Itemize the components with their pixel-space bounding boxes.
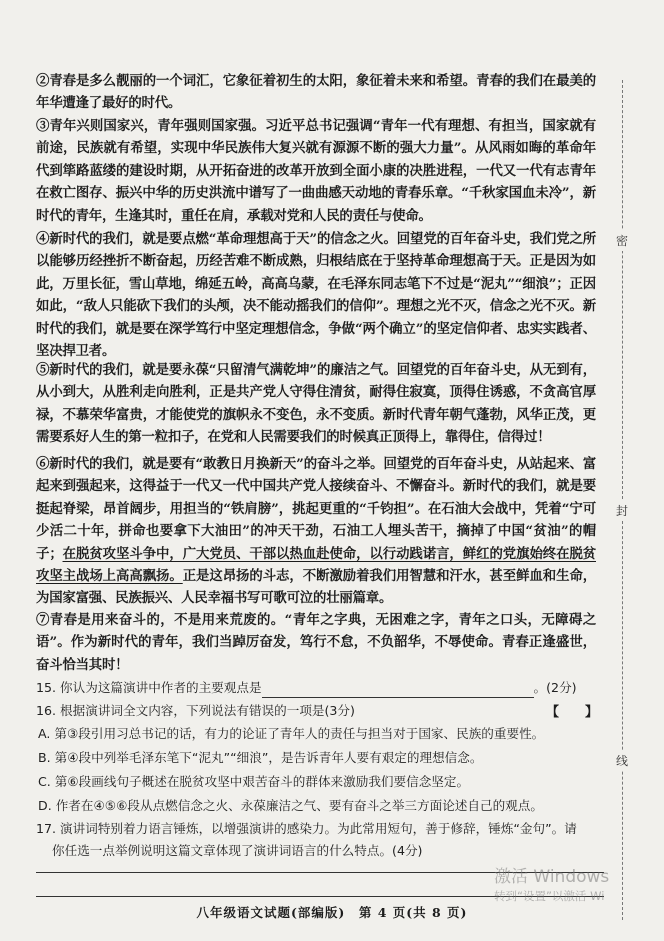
seal-mark-xian: 线 <box>616 750 628 771</box>
paragraph-3: ③青年兴则国家兴，青年强则国家强。习近平总书记强调“青年一代有理想、有担当，国家就有前途，民族就有希望，实现中华民族伟大复兴就有源源不断的强大力量”。从风雨如晦的革命年代到筚路蓝缕的建设时期，从开拓奋进的改革开放到全面小康的决胜进程，一代又一代有志青年在救亡图存、振兴中华的历史洪流中谱写了一曲曲感天动地的青春乐章。“千秋家国血未冷”，新时代的青年，生逢其时，重任在肩，承载对党和人民的责任与使命。 <box>36 118 596 224</box>
paragraph-6 <box>36 453 596 610</box>
option-a: A. 第③段引用习总书记的话，有力的论证了青年人的责任与担当对于国家、民族的重要性。 <box>38 726 545 741</box>
option-c: C. 第⑥段画线句子概述在脱贫攻坚中艰苦奋斗的群体来激励我们要信念坚定。 <box>38 774 470 789</box>
paragraph-6-part-1: ⑥新时代的我们，就是要有“敢教日月换新天”的奋斗之举。回望党的百年奋斗史，从站起来、富起来到强起来，这得益于一代又一代中国共产党人接续奋斗、不懈奋斗。新时代的我们，就是要挺起脊梁，昂首阔步，用担当的“铁肩膀”，挑起更重的“千钧担”。在石油大会战中，凭着“宁可少活二十年，拼命也要拿下大油田”的冲天干劲，石油工人埋头苦干，摘掉了中国“贫油”的帽子； <box>36 456 596 562</box>
page-footer: 八年级语文试题(部编版) 第 4 页(共 8 页) <box>196 905 468 920</box>
question-17-line-1: 17. 演讲词特别着力语言锤炼，以增强演讲的感染力。为此常用短句，善于修辞，锤炼“金句”。请 <box>36 821 577 836</box>
paragraph-6-part-2: 正是这昂扬的斗志，不断激励着我们用智慧和汗水，甚至鲜血和生命，为国家富强、民族振兴、人民幸福书写可歌可泣的壮丽篇章。 <box>36 568 596 607</box>
activation-watermark-subtitle: 转到“设置”以激活 Wi <box>494 889 605 903</box>
paragraph-5: ⑤新时代的我们，就是要永葆“只留清气满乾坤”的廉洁之气。回望党的百年奋斗史，从无到有，从小到大，从胜利走向胜利，正是共产党人守得住清贫，耐得住寂寞，顶得住诱惑，不贪高官厚禄，不慕荣华富贵，才能使党的旗帜永不变色，永不变质。新时代青年朝气蓬勃，风华正茂，更需要系好人生的第一粒扣子，在党和人民需要我们的时候真正顶得上，靠得住，信得过！ <box>36 362 596 446</box>
paragraph-7: ⑦青春是用来奋斗的，不是用来荒废的。“青年之字典，无困难之字，青年之口头，无障碍之语”。作为新时代的青年，我们当踔厉奋发，笃行不怠，不负韶华，不辱使命。青春正逢盛世，奋斗恰当其时！ <box>36 612 596 673</box>
activation-watermark-title: 激活 Windows <box>494 867 610 887</box>
option-d: D. 作者在④⑤⑥段从点燃信念之火、永葆廉洁之气、要有奋斗之举三方面论述自己的观点。 <box>38 798 543 813</box>
paragraph-4: ④新时代的我们，就是要点燃“革命理想高于天”的信念之火。回望党的百年奋斗史，我们党之所以能够历经挫折不断奋起，历经苦难不断成熟，归根结底在于坚持革命理想高于天。正是因为如此，万里长征，雪山草地，绵延五岭，高高乌蒙，在毛泽东同志笔下不过是“泥丸”“细浪”；正因如此，“敌人只能砍下我们的头颅，决不能动摇我们的信仰”。理想之光不灭，信念之光不灭。新时代的我们，就是要在深学笃行中坚定理想信念，争做“两个确立”的坚定信仰者、忠实实践者、坚决捍卫者。 <box>36 231 596 360</box>
question-15-answer-blank[interactable] <box>262 683 534 698</box>
question-17-line-2: 你任选一点举例说明这篇文章体现了演讲词语言的什么特点。(4分) <box>52 843 423 858</box>
option-b: B. 第④段中列举毛泽东笔下“泥丸”“细浪”，是告诉青年人要有艰定的理想信念。 <box>38 750 483 765</box>
paragraph-6-underlined-sentence: 在脱贫攻坚斗争中，广大党员、干部以热血赴使命，以行动践诺言，鲜红的党旗始终在脱贫攻坚主战场上高高飘扬。 <box>36 545 596 585</box>
question-16-answer-bracket[interactable]: 【 】 <box>546 705 599 720</box>
question-16: 16. 根据演讲词全文内容，下列说法有错误的一项是(3分) <box>36 703 355 718</box>
question-15 <box>36 677 596 698</box>
paragraph-2: ②青春是多么靓丽的一个词汇，它象征着初生的太阳，象征着未来和希望。青春的我们在最美的年华遭逢了最好的时代。 <box>36 73 596 112</box>
question-15-text: 15. 你认为这篇演讲中作者的主要观点是 <box>36 680 262 695</box>
seal-mark-mi: 密 <box>616 230 628 251</box>
seal-mark-feng: 封 <box>616 500 628 521</box>
question-15-score: 。(2分) <box>533 680 577 695</box>
